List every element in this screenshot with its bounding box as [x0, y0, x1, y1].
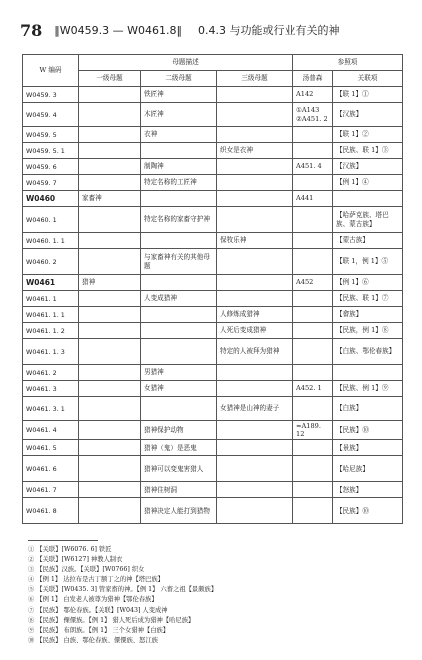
level1-cell [79, 103, 141, 127]
thompson-cell: A142 [293, 87, 333, 103]
thompson-cell [293, 498, 333, 524]
code-cell: W0461. 1. 3 [23, 339, 79, 365]
level2-cell: 与家畜神有关的其他母题 [141, 249, 217, 275]
level1-cell: 猎神 [79, 275, 141, 291]
table-row [23, 291, 403, 307]
table-row [23, 365, 403, 381]
level3-cell [217, 498, 293, 524]
table-row [23, 275, 403, 291]
code-cell: W0461. 3 [23, 381, 79, 397]
level1-cell [79, 143, 141, 159]
related-cell: 【联 1】② [333, 127, 403, 143]
level2-cell [141, 233, 217, 249]
level3-cell [217, 207, 293, 233]
level1-cell [79, 127, 141, 143]
footnote-rule [28, 540, 98, 541]
related-cell: 【例 1】⑥ [333, 275, 403, 291]
level1-cell [79, 397, 141, 421]
footnote-list [28, 545, 398, 646]
related-cell: 【联 1】① [333, 87, 403, 103]
level2-cell: 木匠神 [141, 103, 217, 127]
level1-cell [79, 233, 141, 249]
level1-cell [79, 307, 141, 323]
level2-cell: 人变成猎神 [141, 291, 217, 307]
related-cell: 【民族，例 1】⑧ [333, 323, 403, 339]
level3-cell: 特定的人被拜为猎神 [217, 339, 293, 365]
thompson-cell [293, 175, 333, 191]
level1-cell [79, 323, 141, 339]
thompson-cell: ≈A189. 12 [293, 421, 333, 440]
level3-cell [217, 191, 293, 207]
related-cell: 【畲族】 [333, 307, 403, 323]
col-header-code: W 编码 [23, 55, 79, 87]
level3-cell [217, 159, 293, 175]
code-cell: W0461. 1 [23, 291, 79, 307]
col-header-reference: 参照项 [293, 55, 403, 71]
code-cell: W0459. 3 [23, 87, 79, 103]
level3-cell [217, 381, 293, 397]
table-row [23, 307, 403, 323]
page-number: 78 [20, 20, 43, 40]
thompson-cell [293, 207, 333, 233]
col-header-level1: 一级母题 [79, 71, 141, 87]
level3-cell [217, 127, 293, 143]
col-header-thompson: 汤普森 [293, 71, 333, 87]
related-cell: 【白族、鄂伦春族】 [333, 339, 403, 365]
related-cell: 【民族、例 1】⑨ [333, 381, 403, 397]
table-row [23, 456, 403, 482]
table-body [23, 87, 403, 524]
level1-cell [79, 291, 141, 307]
footnote-line: ② 【关联】[W6127] 神教人制衣 [28, 556, 123, 564]
level2-cell: 猎神可以变鬼害猎人 [141, 456, 217, 482]
level3-cell [217, 421, 293, 440]
related-cell: 【联 1，例 1】⑤ [333, 249, 403, 275]
code-cell: W0461. 1. 2 [23, 323, 79, 339]
level2-cell: 男猎神 [141, 365, 217, 381]
table-row [23, 498, 403, 524]
thompson-cell [293, 143, 333, 159]
code-cell: W0461. 2 [23, 365, 79, 381]
code-cell: W0460. 2 [23, 249, 79, 275]
footnote-line: ① 【关联】[W6076. 6] 铁匠 [28, 546, 112, 553]
table-row [23, 482, 403, 498]
related-cell: 【民族、联 1】③ [333, 143, 403, 159]
thompson-cell [293, 249, 333, 275]
thompson-cell: A441 [293, 191, 333, 207]
code-range: ‖W0459.3 — W0461.8‖ [54, 23, 182, 37]
level3-cell [217, 249, 293, 275]
related-cell [333, 191, 403, 207]
level2-cell [141, 339, 217, 365]
motif-table [22, 54, 403, 524]
related-cell: 【民族】⑩ [333, 498, 403, 524]
thompson-cell [293, 307, 333, 323]
code-cell: W0459. 4 [23, 103, 79, 127]
level3-cell [217, 87, 293, 103]
related-cell: 【白族】 [333, 397, 403, 421]
level2-cell: 猎神保护动物 [141, 421, 217, 440]
level3-cell: 人死后变成猎神 [217, 323, 293, 339]
level2-cell [141, 275, 217, 291]
level1-cell [79, 249, 141, 275]
level1-cell [79, 175, 141, 191]
table-row [23, 87, 403, 103]
level3-cell: 女猎神是山神的妻子 [217, 397, 293, 421]
footnote-line: ⑦ 【民族】 鄂伦春族。【关联】[W043] 人变成神 [28, 606, 168, 614]
thompson-cell [293, 323, 333, 339]
thompson-cell [293, 127, 333, 143]
level1-cell: 家畜神 [79, 191, 141, 207]
level1-cell [79, 207, 141, 233]
code-cell: W0460 [23, 191, 79, 207]
thompson-cell [293, 397, 333, 421]
level3-cell [217, 440, 293, 456]
level1-cell [79, 498, 141, 524]
section-title: 0.4.3 与功能或行业有关的神 [198, 24, 340, 37]
level2-cell: 特定名称的工匠神 [141, 175, 217, 191]
level1-cell [79, 365, 141, 381]
level1-cell [79, 440, 141, 456]
table-row [23, 207, 403, 233]
related-cell: 【民族】⑩ [333, 421, 403, 440]
table-row [23, 323, 403, 339]
table-row [23, 191, 403, 207]
related-cell: 【哈萨克族、塔巴族、蒙古族】 [333, 207, 403, 233]
table-row [23, 381, 403, 397]
table-row [23, 175, 403, 191]
thompson-cell [293, 233, 333, 249]
level2-cell [141, 307, 217, 323]
related-cell: 【蒙古族】 [333, 233, 403, 249]
code-cell: W0461. 1. 1 [23, 307, 79, 323]
table-row [23, 143, 403, 159]
col-header-motif: 母题描述 [79, 55, 293, 71]
related-cell: 【汉族】 [333, 159, 403, 175]
code-cell: W0459. 7 [23, 175, 79, 191]
code-cell: W0459. 5. 1 [23, 143, 79, 159]
code-cell: W0459. 5 [23, 127, 79, 143]
footnote-line: ⑧ 【民族】 傈僳族。【例 1】 猎人死后成为猎神【哈尼族】 [28, 616, 195, 624]
level1-cell [79, 482, 141, 498]
level1-cell [79, 421, 141, 440]
code-cell: W0459. 6 [23, 159, 79, 175]
table-row [23, 249, 403, 275]
code-cell: W0461. 4 [23, 421, 79, 440]
level1-cell [79, 381, 141, 397]
footnotes [28, 540, 398, 646]
level3-cell [217, 103, 293, 127]
level3-cell: 织女是衣神 [217, 143, 293, 159]
level2-cell: 女猎神 [141, 381, 217, 397]
code-cell: W0461 [23, 275, 79, 291]
level3-cell: 保牧乐神 [217, 233, 293, 249]
thompson-cell: A452. 1 [293, 381, 333, 397]
thompson-cell [293, 440, 333, 456]
code-cell: W0461. 8 [23, 498, 79, 524]
level2-cell: 制陶神 [141, 159, 217, 175]
thompson-cell: A452 [293, 275, 333, 291]
level2-cell [141, 397, 217, 421]
level1-cell [79, 339, 141, 365]
level2-cell: 特定名称的家畜守护神 [141, 207, 217, 233]
code-cell: W0461. 3. 1 [23, 397, 79, 421]
table-row [23, 159, 403, 175]
level1-cell [79, 456, 141, 482]
thompson-cell [293, 339, 333, 365]
table-row [23, 339, 403, 365]
level3-cell [217, 456, 293, 482]
level3-cell [217, 291, 293, 307]
code-cell: W0460. 1 [23, 207, 79, 233]
footnote-line: ③ 【民族】汉族。【关联】[W0766] 织女 [28, 566, 145, 574]
code-cell: W0461. 5 [23, 440, 79, 456]
code-cell: W0461. 6 [23, 456, 79, 482]
code-cell: W0460. 1. 1 [23, 233, 79, 249]
level2-cell: 猎神住树洞 [141, 482, 217, 498]
related-cell: 【怒族】 [333, 482, 403, 498]
level2-cell: 猎神（鬼）是恶鬼 [141, 440, 217, 456]
table-row [23, 421, 403, 440]
thompson-cell: ①A143 ②A451. 2 [293, 103, 333, 127]
related-cell: 【民族、联 1】⑦ [333, 291, 403, 307]
level2-cell [141, 323, 217, 339]
level2-cell [141, 143, 217, 159]
level1-cell [79, 87, 141, 103]
related-cell [333, 365, 403, 381]
col-header-level3: 三级母题 [217, 71, 293, 87]
related-cell: 【汉族】 [333, 103, 403, 127]
level2-cell: 衣神 [141, 127, 217, 143]
thompson-cell [293, 456, 333, 482]
running-header [20, 18, 410, 42]
level3-cell [217, 482, 293, 498]
level3-cell [217, 175, 293, 191]
related-cell: 【例 1】④ [333, 175, 403, 191]
table-row [23, 233, 403, 249]
col-header-level2: 二级母题 [141, 71, 217, 87]
table-row [23, 440, 403, 456]
footnote-line: ⑨ 【民族】 布朗族。【例 1】 三个女猎神【白族】 [28, 626, 170, 634]
level2-cell: 铁匠神 [141, 87, 217, 103]
related-cell: 【哈尼族】 [333, 456, 403, 482]
level3-cell [217, 275, 293, 291]
thompson-cell: A451. 4 [293, 159, 333, 175]
footnote-line: ⑥ 【例 1】 白发老人被尊为猎神【鄂伦春族】 [28, 596, 158, 604]
related-cell: 【景族】 [333, 440, 403, 456]
footnote-line: ④ 【例 1】 达拉布是古丁额丁之的神【塔巴族】 [28, 576, 164, 584]
table-row [23, 127, 403, 143]
code-cell: W0461. 7 [23, 482, 79, 498]
table-row [23, 103, 403, 127]
level2-cell [141, 191, 217, 207]
footnote-line: ⑤ 【关联】[W0435. 3] 管家畜的神。【例 1】 六畜之祖【景颇族】 [28, 586, 218, 594]
thompson-cell [293, 365, 333, 381]
footnote-line: ⑩ 【民族】 白族、鄂伦春族、僳僳族、怒江族 [28, 636, 158, 644]
level3-cell: 人修炼成猎神 [217, 307, 293, 323]
thompson-cell [293, 291, 333, 307]
level3-cell [217, 365, 293, 381]
thompson-cell [293, 482, 333, 498]
level1-cell [79, 159, 141, 175]
table-row [23, 397, 403, 421]
col-header-related: 关联项 [333, 71, 403, 87]
level2-cell: 猎神决定人能打到猎物 [141, 498, 217, 524]
